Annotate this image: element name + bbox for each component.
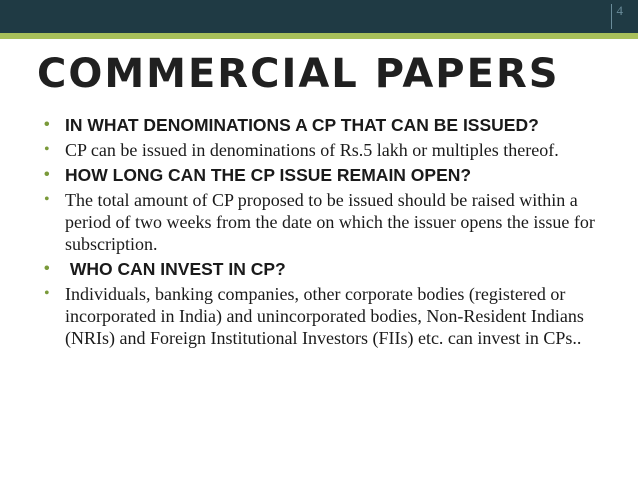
bullet-icon: • — [44, 285, 50, 302]
bullet-item — [44, 139, 604, 161]
bullet-icon: • — [44, 191, 50, 208]
bullet-item — [44, 164, 604, 186]
bullet-item — [44, 283, 604, 349]
bullet-icon: • — [44, 116, 50, 133]
bullet-item — [44, 258, 604, 280]
slide-title: COMMERCIAL PAPERS — [37, 51, 560, 97]
header-divider — [611, 4, 612, 29]
bullet-icon: • — [44, 166, 50, 183]
answer-text: The total amount of CP proposed to be issued should be raised within a period of two weeks from the date on which the issuer opens the issue for subscription. — [65, 190, 595, 254]
bullet-icon: • — [44, 260, 50, 277]
answer-text: Individuals, banking companies, other corporate bodies (registered or incorporated in India) and unincorporated bodies, Non-Resident Indians (NRIs) and Foreign Institutional Investors (FIIs) etc. can invest in CPs.. — [65, 284, 584, 348]
bullet-list — [44, 114, 604, 352]
slide-header-bar — [0, 0, 638, 33]
bullet-icon: • — [44, 141, 50, 158]
bullet-item — [44, 189, 604, 255]
answer-text: CP can be issued in denominations of Rs.5 lakh or multiples thereof. — [65, 140, 559, 160]
bullet-item — [44, 114, 604, 136]
question-text: WHO CAN INVEST IN CP? — [65, 259, 286, 279]
header-accent-stripe — [0, 33, 638, 39]
slide-number: 4 — [616, 3, 623, 18]
question-text: HOW LONG CAN THE CP ISSUE REMAIN OPEN? — [65, 165, 472, 185]
question-text: IN WHAT DENOMINATIONS A CP THAT CAN BE ISSUED? — [65, 115, 539, 135]
